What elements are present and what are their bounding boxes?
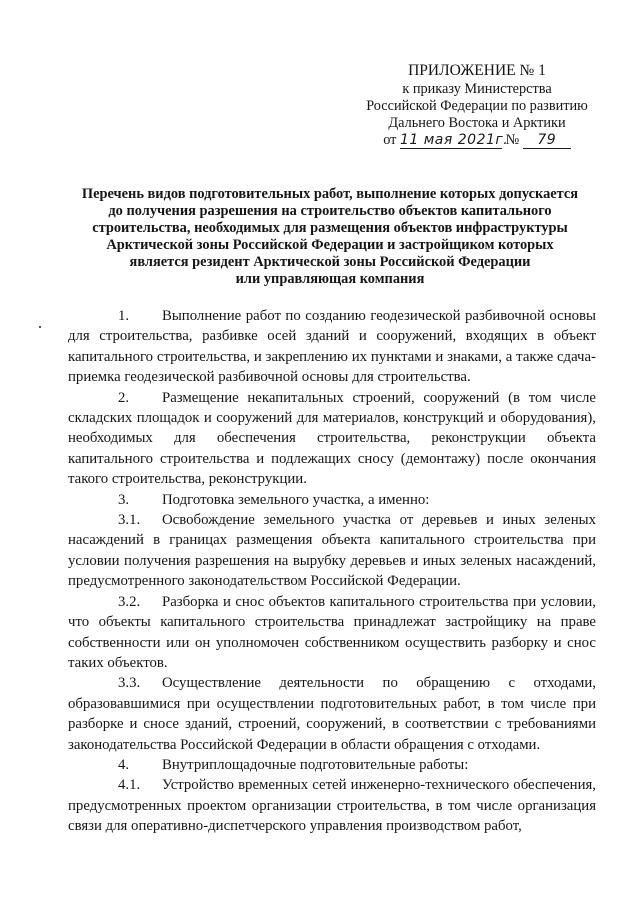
list-item <box>68 510 596 592</box>
appendix-block <box>352 62 602 149</box>
list-item <box>68 490 596 510</box>
title-line: Перечень видов подготовительных работ, выполнение которых допускается <box>81 186 579 202</box>
number-label: № <box>505 132 520 148</box>
title-line: Арктической зоны Российской Федерации и застройщиком которых <box>106 237 554 253</box>
item-text: Подготовка земельного участка, а именно: <box>162 491 430 508</box>
item-text: Размещение некапитальных строений, сооружений (в том числе складских площадок и сооружений для материалов, конструкций и оборудования), необходимых для обеспечения строительства, реконструкции объекта капитального строительства и подлежащих сносу (демонтажу) после окончания такого строительства, реконструкции. <box>68 389 596 488</box>
scan-speck <box>39 326 41 328</box>
item-number: 3. <box>118 491 130 508</box>
item-number: 2. <box>118 389 130 406</box>
order-date-line <box>352 132 602 149</box>
item-number: 1. <box>118 308 130 324</box>
item-text: Осуществление деятельности по обращению с отходами, образовавшимися при осуществлении подготовительных работ, в том числе при разборке и сносе зданий, строений, сооружений, в соответствии с требованиями законодательства Российской Федерации в области обращения с отходами. <box>68 675 596 753</box>
item-text: Выполнение работ по созданию геодезической разбивочной основы для строительства, разбивке осей зданий и сооружений, входящих в объект капитального строительства, и закреплению их пунктами и знаками, а также сдача-приемка геодезической разбивочной основы для строительства. <box>68 308 596 386</box>
item-number: 4. <box>118 756 130 773</box>
order-date-handwritten: 11 мая 2021г. <box>399 132 509 148</box>
date-prefix: от <box>383 132 397 148</box>
item-number: 3.2. <box>118 593 141 610</box>
title-line: является резидент Арктической зоны Российской Федерации <box>129 254 531 270</box>
title-line: до получения разрешения на строительство объектов капитального <box>108 203 552 219</box>
title-line: строительства, необходимых для размещения объектов инфраструктуры <box>92 220 568 236</box>
item-text: Разборка и снос объектов капитального строительства при условии, что объекты капитального строительства принадлежат застройщику на праве собственности или он уполномочен собственником осуществить разборку и снос таких объектов. <box>68 593 596 671</box>
item-text: Устройство временных сетей инженерно-технического обеспечения, предусмотренных проектом организации строительства, в том числе организация связи для оперативно-диспетчерского управления производством работ, <box>68 777 596 835</box>
order-number-handwritten: 79 <box>523 133 571 149</box>
appendix-line: к приказу Министерства <box>402 81 552 97</box>
document-body <box>68 306 596 837</box>
title-line: или управляющая компания <box>235 271 425 287</box>
list-item <box>68 388 596 490</box>
appendix-line: Российской Федерации по развитию <box>366 98 588 114</box>
document-title <box>60 186 600 288</box>
appendix-line: Дальнего Востока и Арктики <box>388 115 566 131</box>
item-number: 4.1. <box>118 777 141 794</box>
item-number: 3.1. <box>118 512 141 529</box>
list-item <box>68 673 596 755</box>
list-item <box>68 306 596 388</box>
appendix-heading: ПРИЛОЖЕНИЕ № 1 <box>408 62 546 79</box>
list-item <box>68 775 596 836</box>
item-number: 3.3. <box>118 675 141 692</box>
item-text: Внутриплощадочные подготовительные работы: <box>162 756 469 773</box>
list-item <box>68 755 596 775</box>
list-item <box>68 592 596 674</box>
item-text: Освобождение земельного участка от деревьев и иных зеленых насаждений в границах размещения объекта капитального строительства при условии получения разрешения на вырубку деревьев и иных зеленых насаждений, предусмотренного законодательством Российской Федерации. <box>68 512 596 590</box>
